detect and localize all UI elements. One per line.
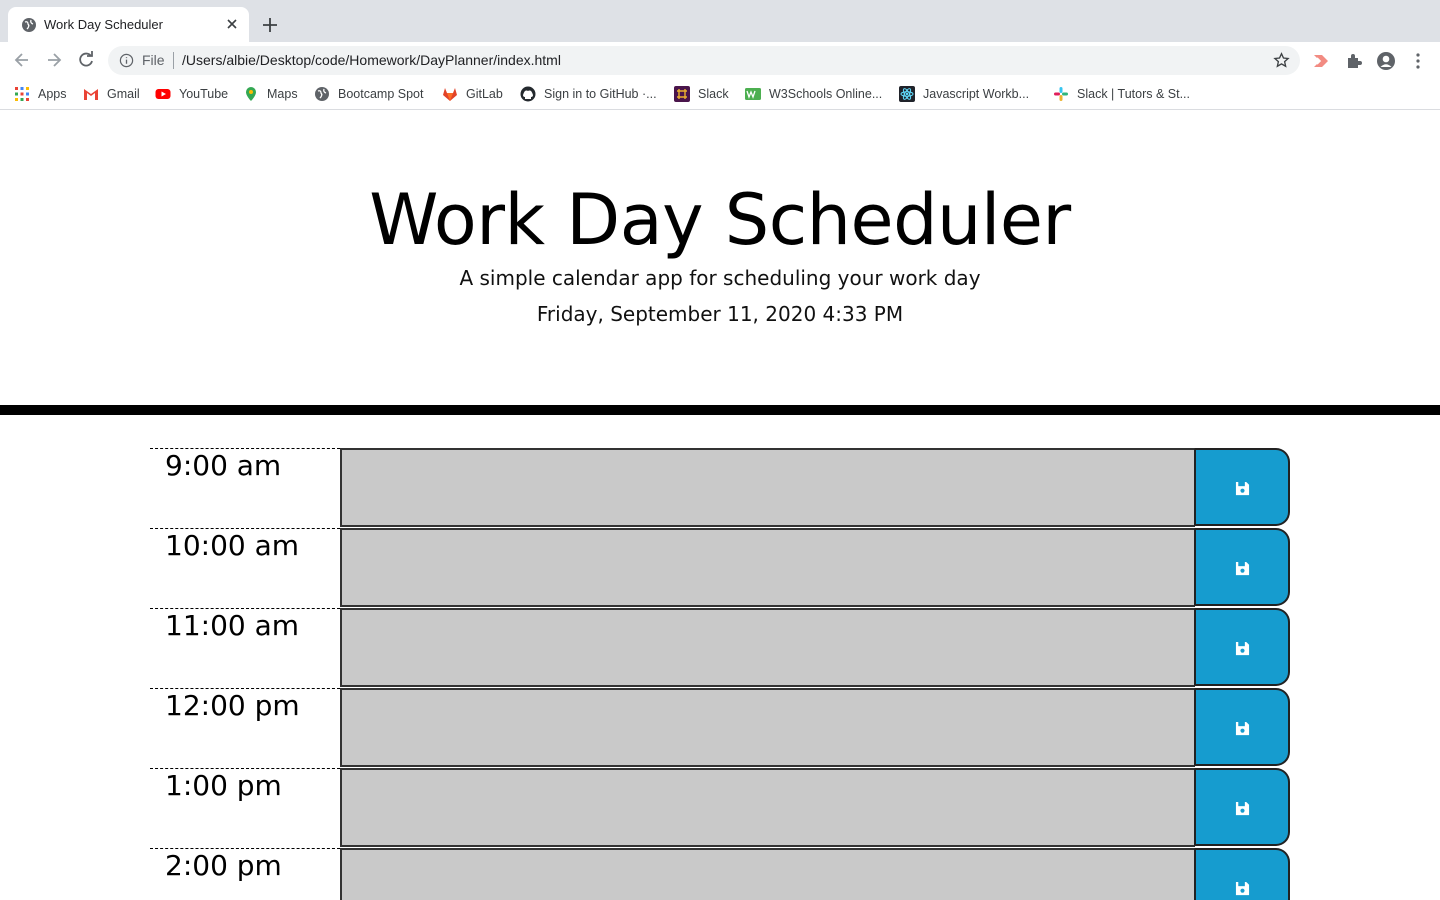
- bookmark-javascript-workbook[interactable]: Javascript Workb...: [899, 85, 1029, 103]
- save-button[interactable]: [1195, 448, 1290, 526]
- bookmark-star-icon[interactable]: [1273, 52, 1290, 69]
- bookmark-maps[interactable]: Maps: [243, 85, 298, 103]
- hour-cell: [150, 608, 340, 688]
- event-description-input[interactable]: [340, 608, 1195, 687]
- extensions-puzzle-icon[interactable]: [1344, 51, 1364, 71]
- globe-icon: [21, 17, 37, 33]
- save-button[interactable]: [1195, 688, 1290, 766]
- event-description-input[interactable]: [340, 768, 1195, 847]
- hour-cell: [150, 848, 340, 900]
- bookmark-bootcamp-spot[interactable]: Bootcamp Spot: [314, 85, 423, 103]
- gmail-icon: [83, 86, 99, 102]
- profile-avatar-icon[interactable]: [1376, 51, 1396, 71]
- url-text[interactable]: /Users/albie/Desktop/code/Homework/DayPlanner/index.html: [182, 52, 561, 68]
- globe-icon: [314, 86, 330, 102]
- hour-label: 10:00 am: [165, 529, 300, 562]
- current-date-time: Friday, September 11, 2020 4:33 PM: [536, 302, 904, 326]
- github-icon: [520, 86, 536, 102]
- floppy-disk-save-icon: [1235, 561, 1250, 576]
- hour-cell: [150, 448, 340, 528]
- time-block-row: [150, 848, 1290, 900]
- url-separator: [173, 52, 174, 69]
- react-icon: [899, 86, 915, 102]
- time-block-row: [150, 528, 1290, 608]
- reload-icon[interactable]: [76, 50, 96, 70]
- floppy-disk-save-icon: [1235, 881, 1250, 896]
- apps-grid-icon: [14, 86, 30, 102]
- time-block-row: [150, 608, 1290, 688]
- save-button[interactable]: [1195, 528, 1290, 606]
- jumbotron-header: [0, 111, 1440, 405]
- gitlab-icon: [442, 86, 458, 102]
- info-icon[interactable]: [119, 53, 134, 68]
- time-block-row: [150, 448, 1290, 528]
- save-button[interactable]: [1195, 848, 1290, 900]
- floppy-disk-save-icon: [1235, 641, 1250, 656]
- bookmark-gitlab[interactable]: GitLab: [442, 85, 503, 103]
- forward-arrow-icon[interactable]: [44, 50, 64, 70]
- bookmark-slack[interactable]: Slack: [674, 85, 729, 103]
- hour-cell: [150, 688, 340, 768]
- address-bar[interactable]: [108, 46, 1300, 75]
- event-description-input[interactable]: [340, 688, 1195, 767]
- bookmark-github[interactable]: Sign in to GitHub ·...: [520, 85, 657, 103]
- url-scheme-label: File: [142, 52, 165, 68]
- new-tab-plus-icon[interactable]: [259, 14, 281, 36]
- youtube-icon: [155, 86, 171, 102]
- page-subtitle: A simple calendar app for scheduling your work day: [459, 266, 981, 290]
- hour-cell: [150, 528, 340, 608]
- slack-icon: [1053, 86, 1069, 102]
- floppy-disk-save-icon: [1235, 801, 1250, 816]
- event-description-input[interactable]: [340, 448, 1195, 527]
- floppy-disk-save-icon: [1235, 481, 1250, 496]
- browser-tabstrip: [0, 0, 1440, 42]
- slack-icon: [674, 86, 690, 102]
- bookmark-gmail[interactable]: Gmail: [83, 85, 140, 103]
- extension-cast-icon[interactable]: [1311, 51, 1331, 71]
- hour-cell: [150, 768, 340, 848]
- save-button[interactable]: [1195, 768, 1290, 846]
- bookmark-slack-tutors[interactable]: Slack | Tutors & St...: [1053, 85, 1190, 103]
- event-description-input[interactable]: [340, 848, 1195, 900]
- bookmarks-bar: [0, 78, 1440, 110]
- hour-label: 2:00 pm: [165, 849, 282, 882]
- page-title: Work Day Scheduler: [369, 179, 1071, 261]
- hour-label: 1:00 pm: [165, 769, 282, 802]
- floppy-disk-save-icon: [1235, 721, 1250, 736]
- hour-label: 9:00 am: [165, 449, 282, 482]
- hour-label: 11:00 am: [165, 609, 300, 642]
- hour-label: 12:00 pm: [165, 689, 300, 722]
- time-block-row: [150, 768, 1290, 848]
- schedule-container: [150, 448, 1290, 900]
- kebab-menu-icon[interactable]: [1408, 51, 1428, 71]
- tab-title: Work Day Scheduler: [44, 17, 163, 32]
- save-button[interactable]: [1195, 608, 1290, 686]
- browser-toolbar: [0, 42, 1440, 78]
- w3schools-icon: [745, 86, 761, 102]
- bookmark-youtube[interactable]: YouTube: [155, 85, 228, 103]
- back-arrow-icon[interactable]: [12, 50, 32, 70]
- bookmark-w3schools[interactable]: W3Schools Online...: [745, 85, 882, 103]
- maps-icon: [243, 86, 259, 102]
- browser-tab[interactable]: [8, 7, 249, 42]
- close-icon[interactable]: [223, 15, 241, 33]
- event-description-input[interactable]: [340, 528, 1195, 607]
- bookmark-apps[interactable]: Apps: [14, 85, 67, 103]
- header-divider: [0, 405, 1440, 415]
- time-block-row: [150, 688, 1290, 768]
